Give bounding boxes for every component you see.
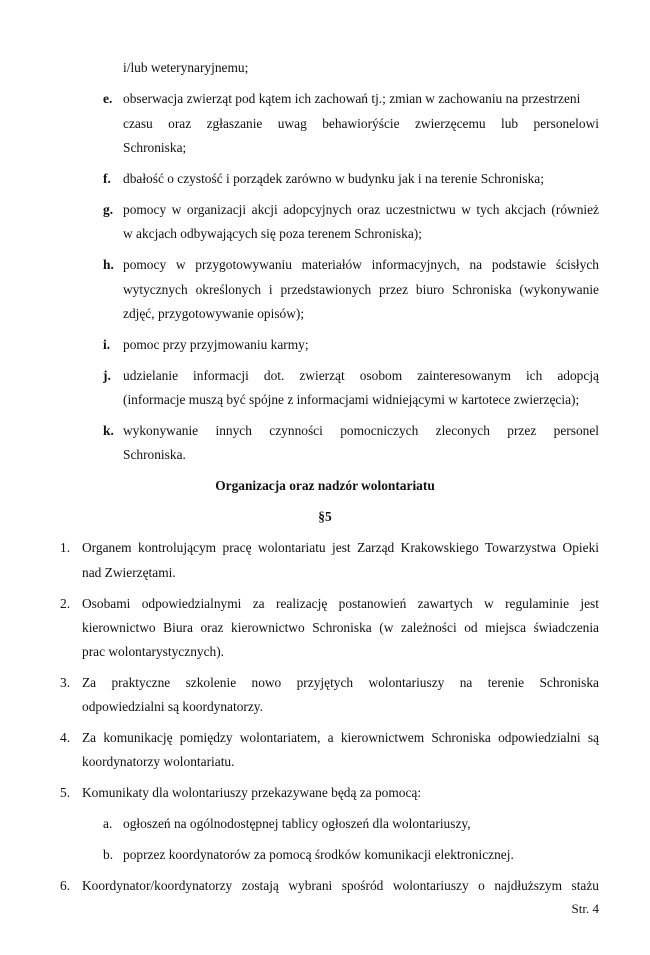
numbered-item-4-line-1: Za komunikację pomiędzy wolontariatem, a kierownictwem Schroniska odpowiedzialni są: [82, 730, 599, 745]
list-item-e-line-2: czasu oraz zgłaszanie uwag behawiorýście zwierzęcemu lub personelowi: [123, 116, 599, 131]
numbered-item-6-line-1: Koordynator/koordynatorzy zostają wybrani spośród wolontariuszy o najdłuższym stażu: [82, 878, 599, 893]
numbered-item-1-line-1: Organem kontrolującym pracę wolontariatu jest Zarząd Krakowskiego Towarzystwa Opieki: [82, 540, 599, 555]
list-item-e-line-1: obserwacja zwierząt pod kątem ich zachowań tj.; zmian w zachowaniu na przestrzeni: [123, 91, 581, 106]
list-item-h-line-2: wytycznych określonych i przedstawionych przez biuro Schroniska (wykonywanie: [123, 282, 599, 297]
numbered-item-5-line-1: Komunikaty dla wolontariuszy przekazywane będą za pomocą:: [82, 785, 422, 800]
numbered-item-3-line-1: Za praktyczne szkolenie nowo przyjętych wolontariuszy na terenie Schroniska: [82, 675, 599, 690]
numbered-marker-2: 2.: [60, 596, 71, 611]
sub-item-a-line-1: ogłoszeń na ogólnodostępnej tablicy ogłoszeń dla wolontariuszy,: [123, 816, 471, 831]
list-item-line: i/lub weterynaryjnemu;: [123, 60, 249, 75]
list-item-j-line-2: (informacje muszą być spójne z informacjami widniejącymi w kartotece zwierzęcia);: [123, 392, 580, 407]
sub-item-b-line-1: poprzez koordynatorów za pomocą środków komunikacji elektronicznej.: [123, 847, 514, 862]
numbered-item-1-line-2: nad Zwierzętami.: [82, 565, 176, 580]
section-heading: Organizacja oraz nadzór wolontariatu: [215, 478, 435, 493]
numbered-marker-3: 3.: [60, 675, 71, 690]
list-item-h-line-3: zdjęć, przygotowywanie opisów);: [123, 306, 305, 321]
list-marker-h: h.: [103, 257, 114, 272]
list-marker-f: f.: [103, 171, 111, 186]
list-item-i-line-1: pomoc przy przyjmowaniu karmy;: [123, 337, 309, 352]
list-item-e-line-3: Schroniska;: [123, 140, 187, 155]
numbered-item-4-line-2: koordynatorzy wolontariatu.: [82, 754, 235, 769]
numbered-marker-4: 4.: [60, 730, 71, 745]
list-item-f-line-1: dbałość o czystość i porządek zarówno w budynku jak i na terenie Schroniska;: [123, 171, 544, 186]
list-item-k-line-2: Schroniska.: [123, 447, 186, 462]
sub-marker-a: a.: [103, 816, 113, 831]
numbered-marker-5: 5.: [60, 785, 71, 800]
list-item-h-line-1: pomocy w przygotowywaniu materiałów informacyjnych, na podstawie ścisłych: [123, 257, 599, 272]
list-marker-j: j.: [103, 368, 111, 383]
list-marker-e: e.: [103, 91, 113, 106]
list-marker-g: g.: [103, 202, 114, 217]
sub-marker-b: b.: [103, 847, 114, 862]
list-item-j-line-1: udzielanie informacji dot. zwierząt osobom zainteresowanym ich adopcją: [123, 368, 599, 383]
section-number: §5: [318, 509, 332, 524]
list-item-k-line-1: wykonywanie innych czynności pomocniczych zleconych przez personel: [123, 423, 599, 438]
numbered-marker-1: 1.: [60, 540, 71, 555]
list-item-g-line-2: w akcjach odbywających się poza terenem Schroniska);: [123, 226, 422, 241]
list-item-g-line-1: pomocy w organizacji akcji adopcyjnych oraz uczestnictwu w tych akcjach (również: [123, 202, 599, 217]
numbered-marker-6: 6.: [60, 878, 71, 893]
list-marker-i: i.: [103, 337, 111, 352]
numbered-item-2-line-3: prac wolontarystycznych).: [82, 644, 225, 659]
numbered-item-2-line-2: kierownictwo Biura oraz kierownictwo Schroniska (w zależności od miejsca świadczenia: [82, 620, 599, 635]
numbered-item-2-line-1: Osobami odpowiedzialnymi za realizację postanowień zawartych w regulaminie jest: [82, 596, 599, 611]
list-marker-k: k.: [103, 423, 114, 438]
page-number: Str. 4: [571, 901, 599, 916]
numbered-item-3-line-2: odpowiedzialni są koordynatorzy.: [82, 699, 263, 714]
